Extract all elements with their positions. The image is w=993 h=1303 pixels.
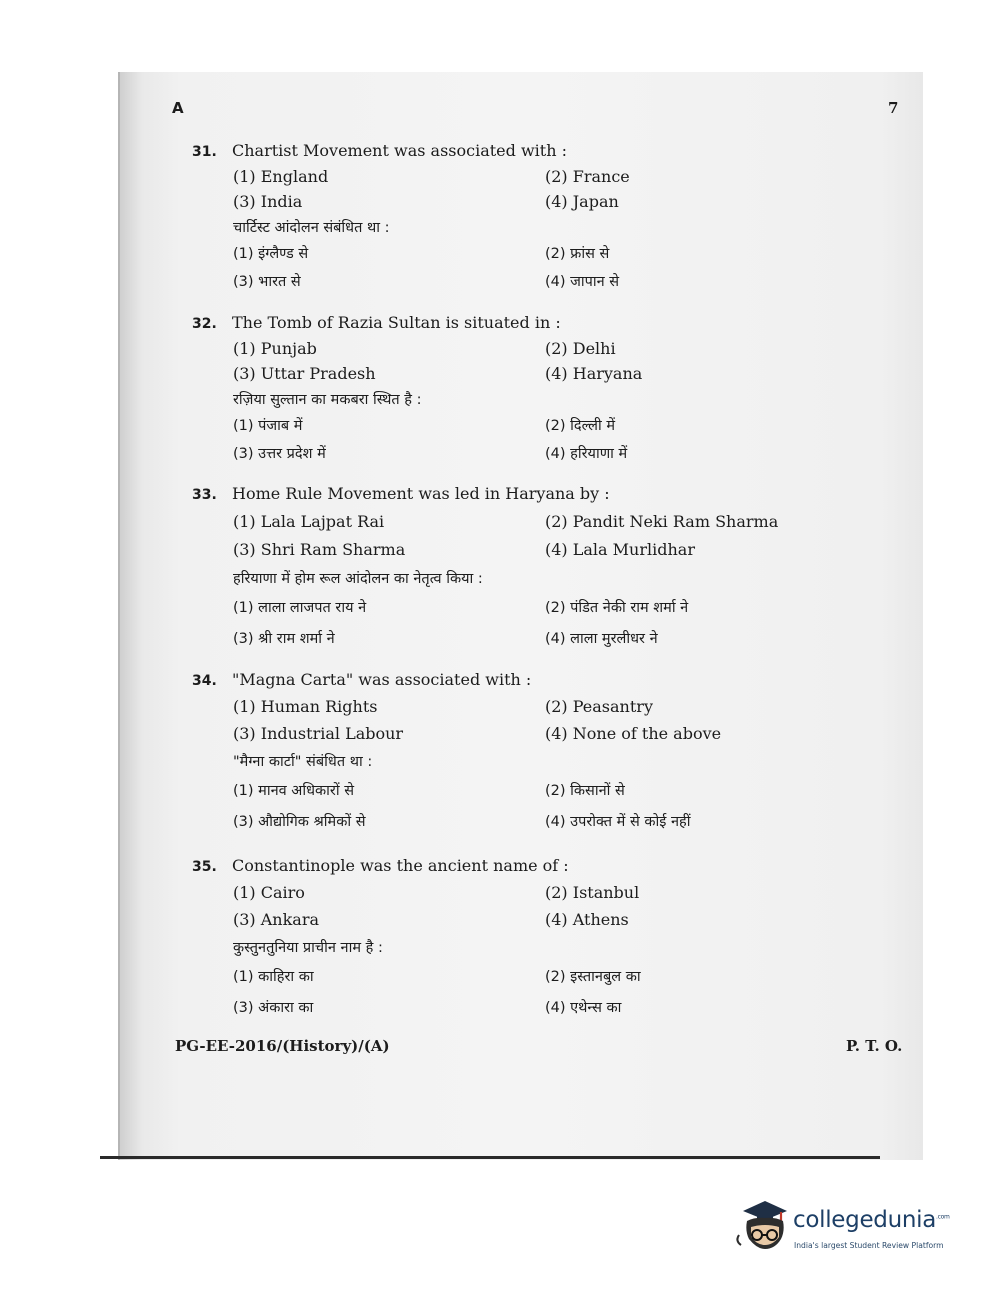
option-4: (4) Athens	[545, 910, 629, 929]
option-row	[192, 882, 892, 909]
option-1-hindi: (1) पंजाब में	[233, 418, 303, 434]
option-row	[192, 166, 892, 191]
option-1-hindi: (1) काहिरा का	[233, 969, 314, 985]
option-2-hindi: (2) पंडित नेकी राम शर्मा ने	[545, 600, 689, 616]
option-3: (3) Uttar Pradesh	[233, 364, 376, 383]
question-31	[192, 140, 892, 299]
option-row-hindi	[192, 966, 892, 997]
question-number: 33.	[192, 487, 217, 503]
question-stem	[192, 140, 892, 166]
option-row	[192, 511, 892, 539]
option-3: (3) Shri Ram Sharma	[233, 540, 406, 559]
option-1: (1) Lala Lajpat Rai	[233, 512, 385, 531]
page-number: 7	[888, 99, 899, 117]
option-4: (4) Haryana	[545, 364, 643, 383]
question-33	[192, 483, 892, 656]
question-stem	[192, 483, 892, 511]
option-row-hindi	[192, 243, 892, 271]
option-row-hindi	[192, 271, 892, 299]
option-1-hindi: (1) लाला लाजपत राय ने	[233, 600, 367, 616]
option-3: (3) India	[233, 192, 303, 211]
option-2-hindi: (2) किसानों से	[545, 783, 625, 799]
option-row-hindi	[192, 780, 892, 811]
question-text-hindi: चार्टिस्ट आंदोलन संबंधित था :	[233, 220, 390, 236]
page-bottom-edge	[100, 1156, 880, 1159]
option-4: (4) Lala Murlidhar	[545, 540, 695, 559]
option-row	[192, 723, 892, 750]
option-row	[192, 191, 892, 216]
option-1-hindi: (1) मानव अधिकारों से	[233, 783, 355, 799]
option-4-hindi: (4) उपरोक्त में से कोई नहीं	[545, 814, 691, 830]
option-row-hindi	[192, 597, 892, 628]
option-1-hindi: (1) इंग्लैण्ड से	[233, 246, 309, 262]
option-row	[192, 909, 892, 936]
question-number: 31.	[192, 144, 217, 160]
option-row-hindi	[192, 415, 892, 443]
paper-series-label: A	[172, 99, 184, 117]
question-32	[192, 312, 892, 471]
option-2: (2) Pandit Neki Ram Sharma	[545, 512, 779, 531]
option-1: (1) Punjab	[233, 339, 317, 358]
option-2-hindi: (2) दिल्ली में	[545, 418, 616, 434]
option-row-hindi	[192, 443, 892, 471]
question-number: 34.	[192, 673, 217, 689]
option-row-hindi	[192, 811, 892, 839]
question-text: Chartist Movement was associated with :	[232, 141, 567, 160]
question-text-hindi: रज़िया सुल्तान का मकबरा स्थित है :	[233, 392, 422, 408]
question-number: 32.	[192, 316, 217, 332]
option-3-hindi: (3) उत्तर प्रदेश में	[233, 446, 326, 462]
option-2: (2) Istanbul	[545, 883, 640, 902]
question-text-hindi: हरियाणा में होम रूल आंदोलन का नेतृत्व किया :	[233, 571, 483, 587]
collegedunia-tagline: India's largest Student Review Platform	[794, 1241, 944, 1250]
question-text: "Magna Carta" was associated with :	[232, 670, 532, 689]
question-stem	[192, 855, 892, 882]
option-4-hindi: (4) जापान से	[545, 274, 620, 290]
question-text: Constantinople was the ancient name of :	[232, 856, 569, 875]
question-35	[192, 855, 892, 1025]
question-text: Home Rule Movement was led in Haryana by :	[232, 484, 610, 503]
question-stem	[192, 669, 892, 696]
option-2: (2) Peasantry	[545, 697, 653, 716]
question-34	[192, 669, 892, 839]
option-1: (1) England	[233, 167, 329, 186]
option-3-hindi: (3) भारत से	[233, 274, 301, 290]
option-4-hindi: (4) हरियाणा में	[545, 446, 628, 462]
option-4-hindi: (4) एथेन्स का	[545, 1000, 622, 1016]
option-3-hindi: (3) श्री राम शर्मा ने	[233, 631, 335, 647]
please-turn-over: P. T. O.	[846, 1037, 903, 1055]
question-text-hindi: "मैग्ना कार्टा" संबंधित था :	[233, 754, 373, 770]
option-row	[192, 539, 892, 567]
collegedunia-wordmark: collegedunia$^{.com}$	[793, 1207, 950, 1233]
collegedunia-logo	[735, 1197, 965, 1257]
option-1: (1) Cairo	[233, 883, 305, 902]
option-row-hindi	[192, 628, 892, 656]
option-3-hindi: (3) औद्योगिक श्रमिकों से	[233, 814, 366, 830]
option-2-hindi: (2) फ्रांस से	[545, 246, 610, 262]
mascot-icon	[735, 1197, 791, 1257]
option-2-hindi: (2) इस्तानबुल का	[545, 969, 641, 985]
question-stem	[192, 312, 892, 338]
option-row-hindi	[192, 997, 892, 1025]
question-text: The Tomb of Razia Sultan is situated in :	[232, 313, 561, 332]
option-2: (2) France	[545, 167, 630, 186]
option-3: (3) Industrial Labour	[233, 724, 404, 743]
option-3-hindi: (3) अंकारा का	[233, 1000, 314, 1016]
option-4: (4) Japan	[545, 192, 619, 211]
option-2: (2) Delhi	[545, 339, 616, 358]
question-number: 35.	[192, 859, 217, 875]
option-3: (3) Ankara	[233, 910, 320, 929]
option-1: (1) Human Rights	[233, 697, 378, 716]
option-row	[192, 338, 892, 363]
paper-code: PG-EE-2016/(History)/(A)	[175, 1037, 390, 1055]
option-row	[192, 696, 892, 723]
option-row	[192, 363, 892, 388]
option-4: (4) None of the above	[545, 724, 722, 743]
question-text-hindi: कुस्तुनतुनिया प्राचीन नाम है :	[233, 940, 383, 956]
option-4-hindi: (4) लाला मुरलीधर ने	[545, 631, 658, 647]
